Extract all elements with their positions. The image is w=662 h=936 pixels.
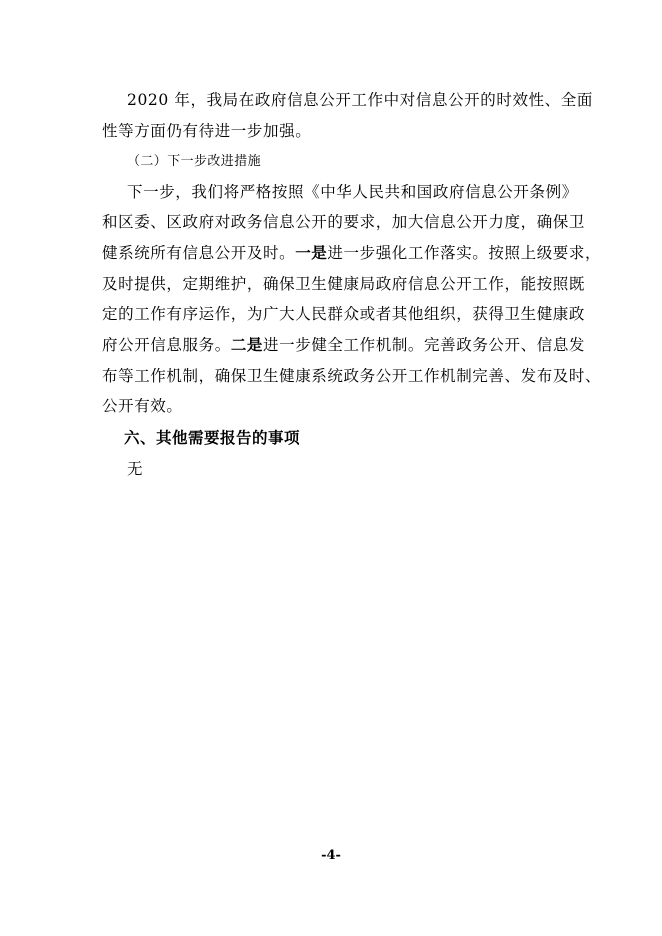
paragraph-line [102,241,601,265]
paragraph-line: 性等方面仍有待进一步加强。 [102,122,312,140]
text-run: 府公开信息服务。 [102,336,231,354]
page-number: -4- [321,848,341,863]
text-run: 进一步强化工作落实。按照上级要求， [327,244,602,262]
paragraph-line: 及时提供，定期维护，确保卫生健康局政府信息公开工作，能按照既 [102,275,586,293]
bold-text-run: 二是 [230,335,264,354]
text-run: 进一步健全工作机制。完善政务公开、信息发 [263,336,586,354]
paragraph-line: 2020 年，我局在政府信息公开工作中对信息公开的时效性、全面 [127,91,593,109]
subheading: （二）下一步改进措施 [127,154,262,169]
paragraph-line: 布等工作机制，确保卫生健康系统政务公开工作机制完善、发布及时、 [102,367,602,385]
text-run: 健系统所有信息公开及时。 [102,244,296,262]
paragraph-line: 公开有效。 [102,397,183,415]
bold-text-run: 一是 [295,243,328,262]
paragraph-line [102,333,585,357]
paragraph-line: 下一步，我们将严格按照《中华人民共和国政府信息公开条例》 [127,183,578,201]
paragraph-line: 和区委、区政府对政务信息公开的要求，加大信息公开力度，确保卫 [102,213,586,231]
paragraph-line: 定的工作有序运作，为广大人民群众或者其他组织，获得卫生健康政 [102,305,586,323]
section-heading: 六、其他需要报告的事项 [124,429,301,447]
section-body: 无 [127,460,144,478]
